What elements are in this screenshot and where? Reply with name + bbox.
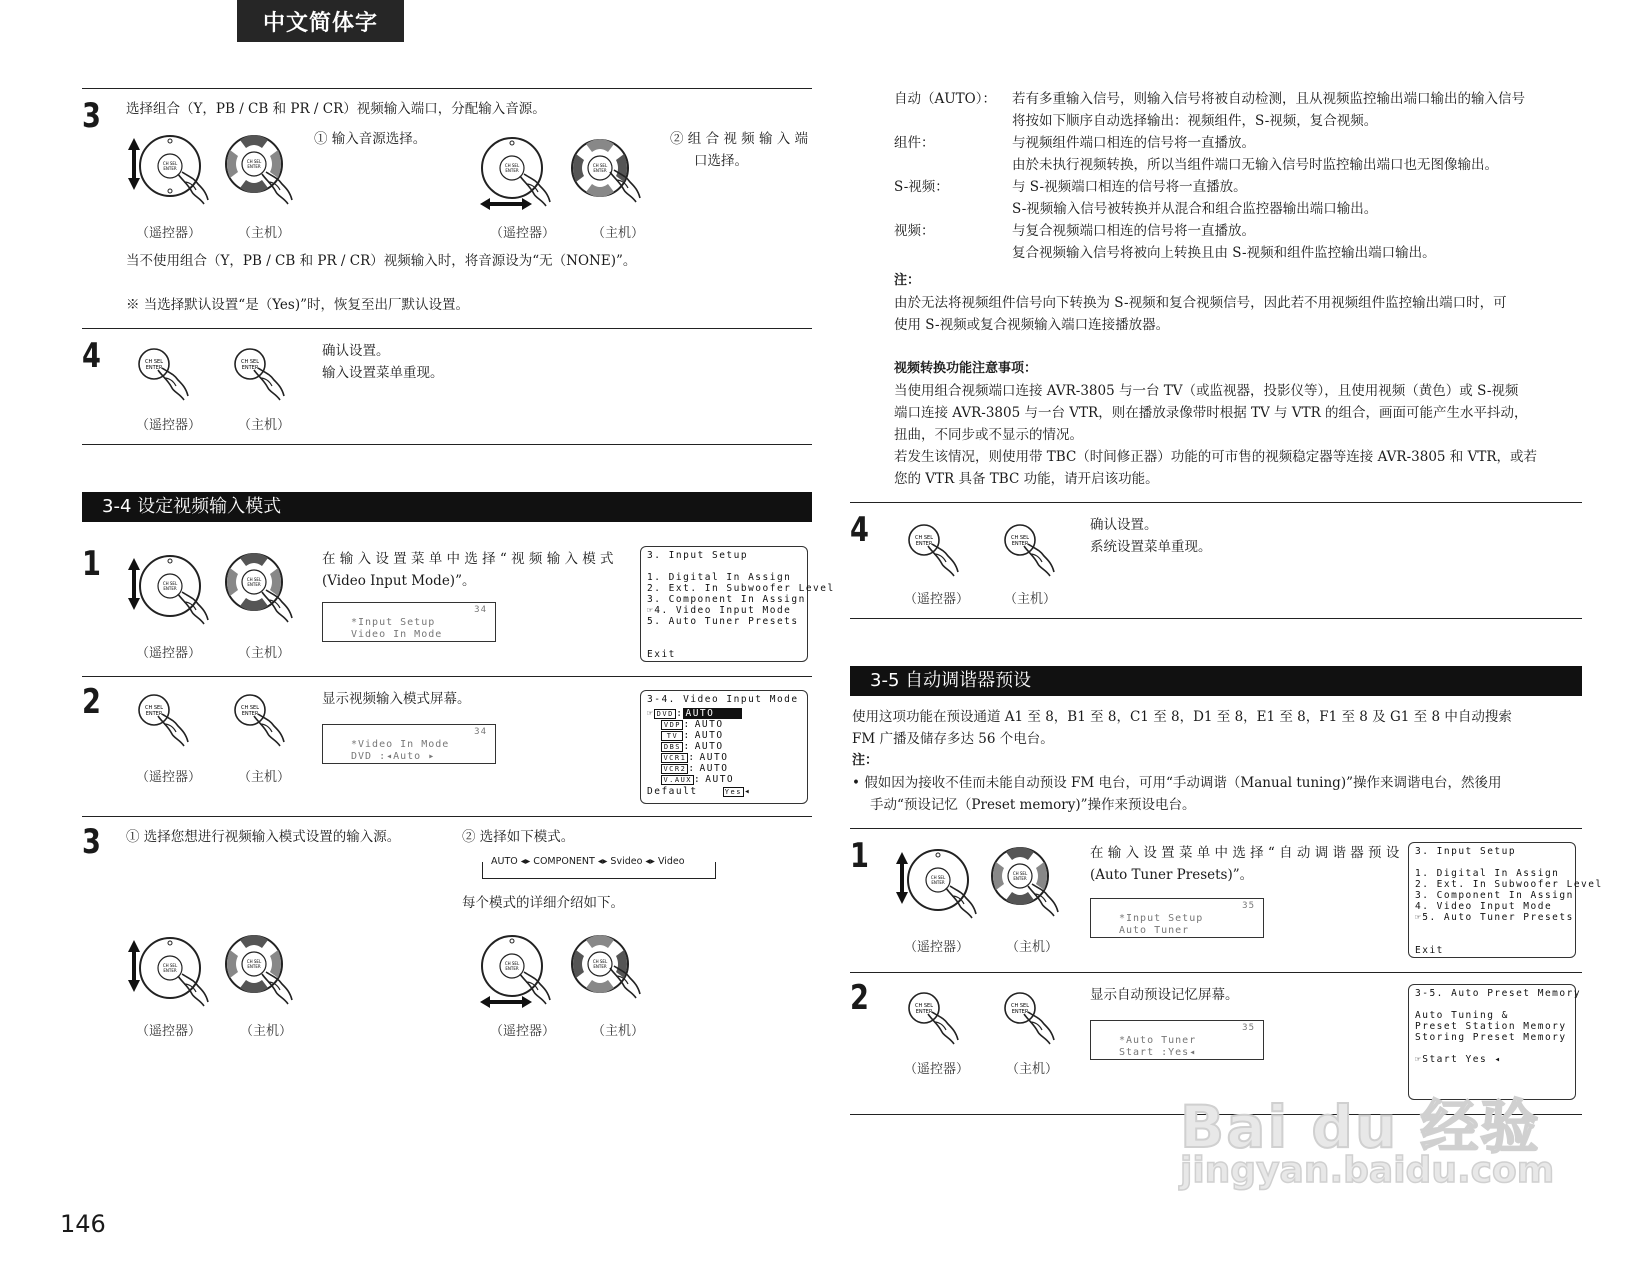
osd-row xyxy=(647,719,801,730)
remote-dial-icon xyxy=(126,548,210,632)
svg-text:CH SEL: CH SEL xyxy=(162,581,178,586)
note-text: 由於无法将视频组件信号向下转换为 S-视频和复合视频信号，因此若不用视频组件监控输出端口时，可 xyxy=(894,295,1507,311)
svg-text:ENTER: ENTER xyxy=(1013,876,1027,881)
osd-spacer xyxy=(647,741,661,752)
svg-text:CH SEL: CH SEL xyxy=(1012,871,1028,876)
step-note: ※ 当选择默认设置“是（Yes)”时，恢复至出厂默认设置。 xyxy=(126,297,470,313)
remote-caption: （遥控器） xyxy=(904,592,970,607)
svg-text:CH SEL: CH SEL xyxy=(246,159,262,164)
svg-text:CH SEL: CH SEL xyxy=(162,161,178,166)
definition-text: 由於未执行视频转换，所以当组件端口无输入信号时监控输出端口也无图像输出。 xyxy=(1012,157,1498,173)
main-caption: （主机） xyxy=(1004,592,1057,607)
osd-line: 1. Digital In Assign xyxy=(1415,868,1560,879)
step-number: 4 xyxy=(82,336,101,376)
osd-line: 3. Component In Assign xyxy=(1415,890,1574,901)
remote-dial-icon xyxy=(894,842,978,926)
step-number: 1 xyxy=(850,836,869,876)
svg-text:ENTER: ENTER xyxy=(593,964,607,969)
remote-dial-icon xyxy=(126,128,210,212)
osd-line: Auto Tuning & xyxy=(1415,1010,1509,1021)
caution-text: 扭曲，不同步或不显示的情况。 xyxy=(894,427,1083,443)
step-sub1: ① 选择您想进行视频输入模式设置的输入源。 xyxy=(126,829,401,845)
svg-text:ENTER: ENTER xyxy=(145,711,163,717)
lcd-line: *Input Setup xyxy=(1119,913,1204,924)
svg-text:ENTER: ENTER xyxy=(163,166,177,171)
definition-text: 与复合视频端口相连的信号将一直播放。 xyxy=(1012,223,1255,239)
main-unit-dial-icon xyxy=(224,928,308,1012)
osd-source: DBS xyxy=(661,742,683,752)
osd-source: VCR2 xyxy=(663,765,687,773)
svg-text:CH SEL: CH SEL xyxy=(1011,535,1029,541)
caution-text: 端口连接 AVR-3805 与一台 VTR，则在播放录像带时根据 TV 与 VTR 的组合，画面可能产生水平抖动， xyxy=(894,405,1528,421)
main-caption: （主机） xyxy=(238,418,291,433)
definition-text: 复合视频输入信号将被向上转换且由 S-视频和组件监控输出端口输出。 xyxy=(1012,245,1436,261)
step-sub2: ② 选择如下模式。 xyxy=(462,829,575,845)
osd-source: DVD xyxy=(654,709,676,719)
svg-text:ENTER: ENTER xyxy=(505,966,519,971)
caution-title: 视频转换功能注意事项： xyxy=(894,361,1038,376)
intro-text: 使用这项功能在预设通道 A1 至 8，B1 至 8，C1 至 8，D1 至 8，E1 至 8，F1 至 8 及 G1 至 8 中自动搜索 xyxy=(852,709,1512,725)
step-text: (Video Input Mode)”。 xyxy=(322,573,476,589)
enter-button-icon xyxy=(232,692,292,752)
osd-line: 3. Component In Assign xyxy=(647,594,806,605)
intro-text: FM 广播及储存多达 56 个电台。 xyxy=(852,731,1054,747)
svg-text:ENTER: ENTER xyxy=(915,1009,933,1015)
osd-input-setup-menu xyxy=(1408,842,1603,958)
remote-caption: （遥控器） xyxy=(136,418,202,433)
svg-text:CH SEL: CH SEL xyxy=(246,959,262,964)
osd-line: 3. Input Setup xyxy=(1415,846,1517,857)
lcd-display xyxy=(322,724,496,764)
step-text: 确认设置。 xyxy=(322,343,390,359)
step-text: 每个模式的详细介绍如下。 xyxy=(462,895,624,911)
osd-separator: : xyxy=(694,774,702,785)
section-header-3-5: 3-5 自动调谐器预设 xyxy=(850,666,1582,696)
osd-value: AUTO xyxy=(683,708,742,719)
svg-text:CH SEL: CH SEL xyxy=(145,705,163,711)
osd-line: 2. Ext. In Subwoofer Level xyxy=(647,583,835,594)
osd-value: AUTO xyxy=(694,741,724,752)
svg-text:ENTER: ENTER xyxy=(505,168,519,173)
caution-text: 若发生该情况，则使用带 TBC（时间修正器）功能的可市售的视频稳定器等连接 AVR-3805 和 VTR，或若 xyxy=(894,449,1537,465)
step-number: 3 xyxy=(82,96,101,136)
watermark-logo: Bai du 经验 xyxy=(1180,1093,1541,1161)
enter-button-icon xyxy=(136,692,196,752)
svg-text:ENTER: ENTER xyxy=(241,711,259,717)
main-caption: （主机） xyxy=(1006,940,1059,955)
osd-source: VCR1 xyxy=(663,754,687,762)
lcd-line: DVD :◂Auto ▸ xyxy=(351,751,436,762)
remote-caption: （遥控器） xyxy=(136,226,202,241)
mode-cycle-labels: AUTO ◂▸ COMPONENT ◂▸ Svideo ◂▸ Video xyxy=(491,856,685,867)
main-unit-dial-icon xyxy=(990,840,1074,924)
step-text: 在 输 入 设 置 菜 单 中 选 择 “ 视 频 输 入 模 式 xyxy=(322,551,614,567)
lcd-number: 34 xyxy=(474,605,487,615)
svg-text:CH SEL: CH SEL xyxy=(915,1003,933,1009)
svg-text:CH SEL: CH SEL xyxy=(241,705,259,711)
osd-line xyxy=(1415,934,1569,945)
main-caption: （主机） xyxy=(592,226,645,241)
enter-button-icon xyxy=(136,346,196,406)
step-text: 在 输 入 设 置 菜 单 中 选 择 “ 自 动 调 谐 器 预 设 xyxy=(1090,845,1400,861)
definition-term: 视频： xyxy=(894,223,935,239)
osd-separator: : xyxy=(683,719,691,730)
definition-text: S-视频输入信号被转换并从混合和组合监控器输出端口输出。 xyxy=(1012,201,1378,217)
osd-line: ☞5. Auto Tuner Presets xyxy=(1415,912,1574,923)
lcd-line: Auto Tuner xyxy=(1119,925,1190,936)
step-number: 1 xyxy=(82,544,101,584)
svg-text:ENTER: ENTER xyxy=(931,880,945,885)
osd-line xyxy=(647,561,801,572)
osd-line: Exit xyxy=(647,649,676,660)
main-unit-dial-icon xyxy=(224,128,308,212)
language-tag: 中文简体字 xyxy=(237,0,404,42)
lcd-number: 35 xyxy=(1242,901,1255,911)
lcd-line: *Input Setup xyxy=(351,617,436,628)
svg-text:ENTER: ENTER xyxy=(247,582,261,587)
note-label: 注： xyxy=(852,753,879,768)
lcd-line: Start :Yes◂ xyxy=(1119,1047,1197,1058)
osd-line: 3-5. Auto Preset Memory xyxy=(1415,988,1582,999)
osd-line xyxy=(647,627,801,638)
lcd-line: *Auto Tuner xyxy=(1119,1035,1197,1046)
osd-source: VDP xyxy=(661,720,683,730)
lcd-display xyxy=(1090,1020,1264,1060)
svg-text:ENTER: ENTER xyxy=(593,168,607,173)
osd-row xyxy=(647,774,801,785)
enter-button-icon xyxy=(1002,990,1062,1050)
osd-source: V.AUX xyxy=(663,776,693,784)
osd-line: Preset Station Memory xyxy=(1415,1021,1567,1032)
step-sub2-cont: 口选择。 xyxy=(694,153,748,169)
svg-text:CH SEL: CH SEL xyxy=(145,359,163,365)
step-text: 输入设置菜单重现。 xyxy=(322,365,444,381)
caution-text: 当使用组合视频端口连接 AVR-3805 与一台 TV（或监视器，投影仪等），且使用视频（黄色）或 S-视频 xyxy=(894,383,1519,399)
osd-line: 2. Ext. In Subwoofer Level xyxy=(1415,879,1603,890)
osd-row xyxy=(647,763,801,774)
remote-caption: （遥控器） xyxy=(136,770,202,785)
svg-text:ENTER: ENTER xyxy=(915,541,933,547)
note-text: 手动“预设记忆（Preset memory)”操作来预设电台。 xyxy=(870,797,1196,813)
osd-line xyxy=(1415,857,1569,868)
osd-default: Default xyxy=(647,786,698,797)
definition-text: 与 S-视频端口相连的信号将一直播放。 xyxy=(1012,179,1247,195)
definition-term: S-视频： xyxy=(894,179,949,195)
main-caption: （主机） xyxy=(240,1024,293,1039)
definition-term: 组件： xyxy=(894,135,935,151)
step-number: 3 xyxy=(82,822,101,862)
osd-line xyxy=(1415,923,1569,934)
osd-spacer xyxy=(647,774,661,785)
osd-line: Exit xyxy=(1415,945,1444,956)
main-caption: （主机） xyxy=(238,646,291,661)
enter-button-icon xyxy=(232,346,292,406)
osd-line: Storing Preset Memory xyxy=(1415,1032,1567,1043)
osd-spacer xyxy=(647,763,661,774)
remote-caption: （遥控器） xyxy=(904,1062,970,1077)
main-unit-dial-icon xyxy=(224,546,308,630)
osd-video-input-mode: 3-4. Video Input Mode ☞ DVD : AUTO VDP : AUTO TV : AUTO DBS : AUTO VCR1 : AUTO VCR2 : AUTO V.AUX : AUTO Default Yes ◂ xyxy=(640,690,808,804)
main-unit-dial-icon xyxy=(570,132,654,216)
enter-button-icon xyxy=(1002,522,1062,582)
page-number: 146 xyxy=(60,1210,106,1238)
note-text: 使用 S-视频或复合视频输入端口连接播放器。 xyxy=(894,317,1170,333)
lcd-display xyxy=(322,602,496,642)
lcd-line: Video In Mode xyxy=(351,629,443,640)
watermark-url: jingyan.baidu.com xyxy=(1180,1150,1555,1191)
lcd-line: *Video In Mode xyxy=(351,739,450,750)
lcd-display xyxy=(1090,898,1264,938)
osd-title: 3-4. Video Input Mode xyxy=(647,694,799,705)
osd-line: 5. Auto Tuner Presets xyxy=(647,616,799,627)
svg-text:CH SEL: CH SEL xyxy=(915,535,933,541)
osd-separator: : xyxy=(688,763,696,774)
caution-text: 您的 VTR 具备 TBC 功能，请开启该功能。 xyxy=(894,471,1159,487)
svg-text:CH SEL: CH SEL xyxy=(162,963,178,968)
osd-line xyxy=(1415,999,1569,1010)
remote-caption: （遥控器） xyxy=(136,1024,202,1039)
step-text: 显示视频输入模式屏幕。 xyxy=(322,691,471,707)
osd-row xyxy=(647,741,801,752)
enter-button-icon xyxy=(906,990,966,1050)
osd-value: AUTO xyxy=(699,763,729,774)
remote-dial-icon xyxy=(476,930,560,1014)
osd-separator: : xyxy=(688,752,696,763)
main-caption: （主机） xyxy=(238,226,291,241)
lcd-number: 34 xyxy=(474,727,487,737)
osd-spacer xyxy=(647,752,661,763)
osd-line: 3. Input Setup xyxy=(647,550,749,561)
enter-button-icon xyxy=(906,522,966,582)
svg-text:ENTER: ENTER xyxy=(163,968,177,973)
main-unit-dial-icon xyxy=(570,928,654,1012)
svg-text:CH SEL: CH SEL xyxy=(592,959,608,964)
osd-pointer-icon: ☞ xyxy=(647,708,655,719)
osd-line xyxy=(647,638,801,649)
svg-text:CH SEL: CH SEL xyxy=(592,163,608,168)
osd-line: ☞4. Video Input Mode xyxy=(647,605,792,616)
osd-line: ☞Start Yes ◂ xyxy=(1415,1054,1502,1065)
osd-row xyxy=(647,730,801,741)
svg-text:CH SEL: CH SEL xyxy=(241,359,259,365)
section-header-3-4: 3-4 设定视频输入模式 xyxy=(82,492,812,522)
lcd-number: 35 xyxy=(1242,1023,1255,1033)
svg-text:ENTER: ENTER xyxy=(241,365,259,371)
step-sub2: ② 组 合 视 频 输 入 端 xyxy=(670,131,809,147)
main-caption: （主机） xyxy=(238,770,291,785)
osd-spacer xyxy=(647,730,661,741)
osd-line: 4. Video Input Mode xyxy=(1415,901,1553,912)
svg-text:ENTER: ENTER xyxy=(163,586,177,591)
remote-caption: （遥控器） xyxy=(490,1024,556,1039)
step-text: 显示自动预设记忆屏幕。 xyxy=(1090,987,1239,1003)
remote-dial-icon xyxy=(476,132,560,216)
osd-value: AUTO xyxy=(699,752,729,763)
svg-text:ENTER: ENTER xyxy=(247,964,261,969)
osd-input-setup-menu xyxy=(640,546,835,662)
osd-separator: : xyxy=(676,708,684,719)
svg-text:CH SEL: CH SEL xyxy=(1011,1003,1029,1009)
remote-caption: （遥控器） xyxy=(136,646,202,661)
main-caption: （主机） xyxy=(1006,1062,1059,1077)
svg-text:ENTER: ENTER xyxy=(1011,1009,1029,1015)
svg-text:CH SEL: CH SEL xyxy=(930,875,946,880)
definition-text: 将按如下顺序自动选择输出：视频组件，S-视频，复合视频。 xyxy=(1012,113,1378,129)
osd-value: AUTO xyxy=(694,719,724,730)
step-number: 2 xyxy=(82,682,101,722)
note-text: • 假如因为接收不佳而未能自动预设 FM 电台，可用“手动调谐（Manual tuning)”操作来调谐电台，然後用 xyxy=(852,775,1502,791)
step-text: 确认设置。 xyxy=(1090,517,1158,533)
osd-line xyxy=(1415,1043,1569,1054)
remote-caption: （遥控器） xyxy=(490,226,556,241)
definition-text: 若有多重输入信号，则输入信号将被自动检测，且从视频监控输出端口输出的输入信号 xyxy=(1012,91,1525,107)
osd-line: 1. Digital In Assign xyxy=(647,572,792,583)
osd-row xyxy=(647,752,801,763)
step-text: 系统设置菜单重现。 xyxy=(1090,539,1212,555)
step-sub1: ① 输入音源选择。 xyxy=(314,131,427,147)
osd-row xyxy=(647,708,801,719)
svg-text:CH SEL: CH SEL xyxy=(504,961,520,966)
osd-rows xyxy=(647,708,801,785)
svg-text:CH SEL: CH SEL xyxy=(504,163,520,168)
remote-caption: （遥控器） xyxy=(904,940,970,955)
main-caption: （主机） xyxy=(592,1024,645,1039)
osd-spacer xyxy=(647,719,661,730)
remote-dial-icon xyxy=(126,930,210,1014)
step-number: 2 xyxy=(850,978,869,1018)
step-text: 选择组合（Y，PB / CB 和 PR / CR）视频输入端口，分配输入音源。 xyxy=(126,101,546,117)
svg-text:ENTER: ENTER xyxy=(145,365,163,371)
definition-term: 自动（AUTO）： xyxy=(894,91,996,107)
osd-source: TV xyxy=(661,731,683,741)
mode-cycle-diagram xyxy=(482,856,716,879)
note-label: 注： xyxy=(894,273,921,288)
svg-text:ENTER: ENTER xyxy=(247,164,261,169)
svg-text:ENTER: ENTER xyxy=(1011,541,1029,547)
step-text: (Auto Tuner Presets)”。 xyxy=(1090,867,1254,883)
osd-separator: : xyxy=(683,741,691,752)
step-note: 当不使用组合（Y，PB / CB 和 PR / CR）视频输入时，将音源设为“无（NONE)”。 xyxy=(126,253,637,269)
osd-value: AUTO xyxy=(705,774,735,785)
osd-yes-box: Yes xyxy=(724,788,742,796)
step-number: 4 xyxy=(850,510,869,550)
svg-text:CH SEL: CH SEL xyxy=(246,577,262,582)
osd-value: AUTO xyxy=(694,730,724,741)
definition-text: 与视频组件端口相连的信号将一直播放。 xyxy=(1012,135,1255,151)
osd-separator: : xyxy=(683,730,691,741)
